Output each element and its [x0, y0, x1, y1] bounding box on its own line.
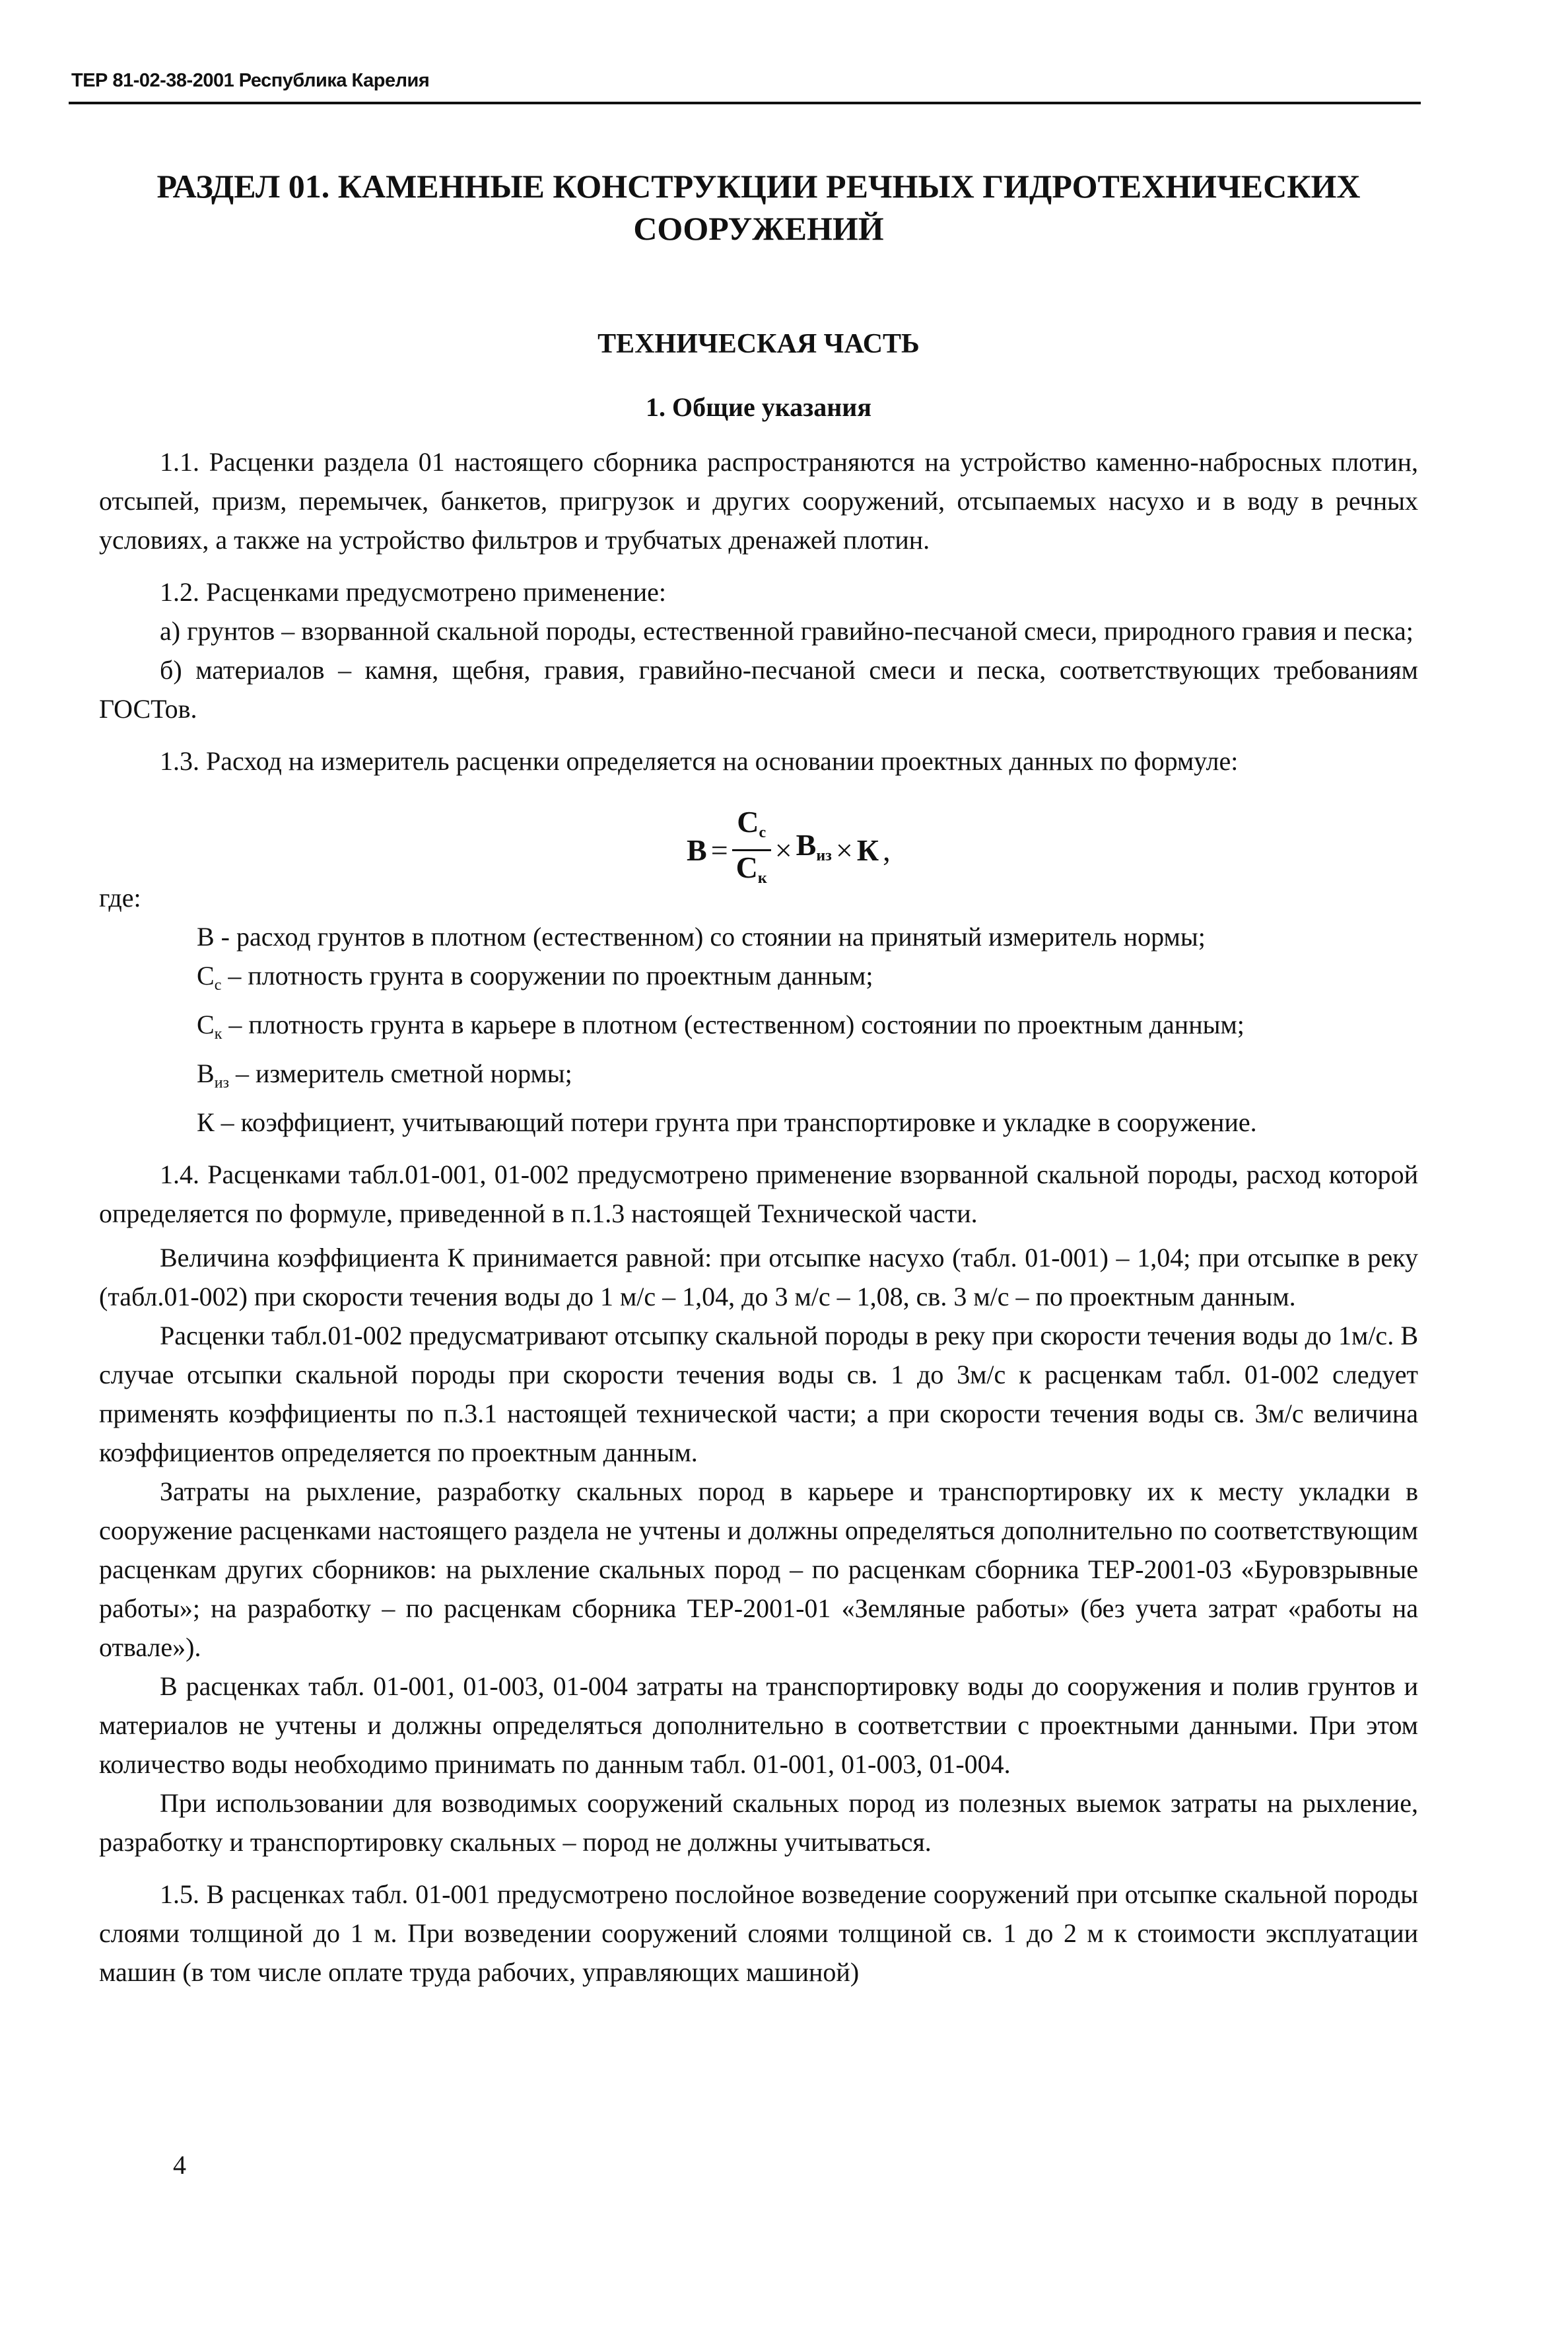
formula-denominator: С: [735, 851, 758, 884]
paragraph-1-4-costs: Затраты на рыхление, разработку скальных пород в карьере и транспортировку их к месту укладки в сооружение расценками настоящего раздела не учтены и должны определяться дополнительно по соответствующим расценкам других сборников: на рыхление скальных пород – по расценкам сборника ТЕР-2001-03 «Буровзрывные работы»; на разработку – по расценкам сборника ТЕР-2001-01 «Земляные работы» (без учета затрат «работы на отвале»).: [99, 1477, 1418, 1662]
definition-ck: $С_к$ – плотность грунта в карьере в плотном (естественном) состоянии по проектным данным;: [197, 1010, 1244, 1043]
formula-times-2: ×: [835, 833, 853, 867]
formula-numerator: С: [737, 805, 759, 839]
formula-lhs: В: [687, 833, 707, 867]
formula-equals: =: [710, 833, 728, 867]
paragraph-1-1: 1.1. Расценки раздела 01 настоящего сборника распространяются на устройство каменно-набросных плотин, отсыпей, призм, перемычек, банкетов, пригрузок и других сооружений, отсыпаемых насухо и в воду в речных условиях, а также на устройство фильтров и трубчатых дренажей плотин.: [99, 447, 1418, 555]
paragraph-1-2-b: б) материалов – камня, щебня, гравия, гравийно-песчаной смеси и песка, соответствующих требованиям ГОСТов.: [99, 655, 1418, 724]
paragraph-1-4-water: В расценках табл. 01-001, 01-003, 01-004 затраты на транспортировку воды до сооружения и полив грунтов и материалов не учтены и должны определяться дополнительно в соответствии с проектными данными. При этом количество воды необходимо принимать по данным табл. 01-001, 01-003, 01-004.: [99, 1671, 1418, 1779]
formula-denominator-sub: к: [757, 870, 767, 887]
paragraph-1-4: 1.4. Расценками табл.01-001, 01-002 предусмотрено применение взорванной скальной породы, расход которой определяется по формуле, приведенной в п.1.3 настоящей Технической части.: [99, 1160, 1418, 1228]
paragraph-1-2: 1.2. Расценками предусмотрено применение:: [160, 577, 666, 607]
where-label: где:: [99, 883, 141, 913]
technical-part-title: ТЕХНИЧЕСКАЯ ЧАСТЬ: [597, 329, 920, 359]
definition-cc: $С_с$ – плотность грунта в сооружении по проектным данным;: [197, 961, 873, 994]
formula-times-1: ×: [774, 833, 792, 867]
page-content: [99, 165, 1418, 1992]
formula-numerator-sub: с: [759, 824, 767, 841]
formula-b: В: [796, 827, 817, 862]
page-number: 4: [173, 2150, 186, 2180]
formula-definitions: [99, 917, 1418, 1142]
formula-fraction: [732, 806, 771, 895]
running-header: ТЕР 81-02-38-2001 Республика Карелия: [71, 70, 430, 91]
general-instructions-title: 1. Общие указания: [646, 392, 871, 422]
formula-tail: ,: [883, 833, 891, 867]
definition-k: К – коэффициент, учитывающий потери грунта при транспортировке и укладке в сооружение.: [197, 1107, 1257, 1137]
consumption-formula: [99, 792, 1418, 887]
paragraph-1-3: 1.3. Расход на измеритель расценки определяется на основании проектных данных по формуле:: [160, 746, 1239, 776]
definition-b: В - расход грунтов в плотном (естественном) со стоянии на принятый измеритель нормы;: [197, 922, 1206, 952]
paragraph-1-4-coefficient: Величина коэффициента К принимается равной: при отсыпке насухо (табл. 01-001) – 1,04; при отсыпке в реку (табл.01-002) при скорости течения воды до 1 м/с – 1,04, до 3 м/с – 1,08, св. 3 м/с – по проектным данным.: [99, 1243, 1418, 1311]
paragraph-1-4-excavations: При использовании для возводимых сооружений скальных пород из полезных выемок затраты на рыхление, разработку и транспортировку скальных – пород не должны учитываться.: [99, 1788, 1418, 1857]
formula-b-sub: из: [816, 847, 832, 864]
paragraph-1-5: 1.5. В расценках табл. 01-001 предусмотрено послойное возведение сооружений при отсыпке скальной породы слоями толщиной до 1 м. При возведении сооружений слоями толщиной св. 1 до 2 м к стоимости эксплуатации машин (в том числе оплате труда рабочих, управляющих машиной): [99, 1879, 1418, 1987]
paragraph-1-4-speed: Расценки табл.01-002 предусматривают отсыпку скальной породы в реку при скорости течения воды до 1м/с. В случае отсыпки скальной породы при скорости течения воды св. 1 до 3м/с к расценкам табл. 01-002 следует применять коэффициенты по п.3.1 настоящей технической части; а при скорости течения воды св. 3м/с величина коэффициентов определяется по проектным данным.: [99, 1321, 1418, 1467]
definition-bi: $В_{из}$ – измеритель сметной нормы;: [197, 1059, 572, 1092]
section-title: РАЗДЕЛ 01. КАМЕННЫЕ КОНСТРУКЦИИ РЕЧНЫХ ГИДРОТЕХНИЧЕСКИХ СООРУЖЕНИЙ: [156, 168, 1361, 247]
header-rule: [69, 102, 1421, 104]
formula-k: К: [856, 833, 879, 867]
paragraph-1-2-a: а) грунтов – взорванной скальной породы, естественной гравийно-песчаной смеси, природного гравия и песка;: [160, 616, 1414, 646]
